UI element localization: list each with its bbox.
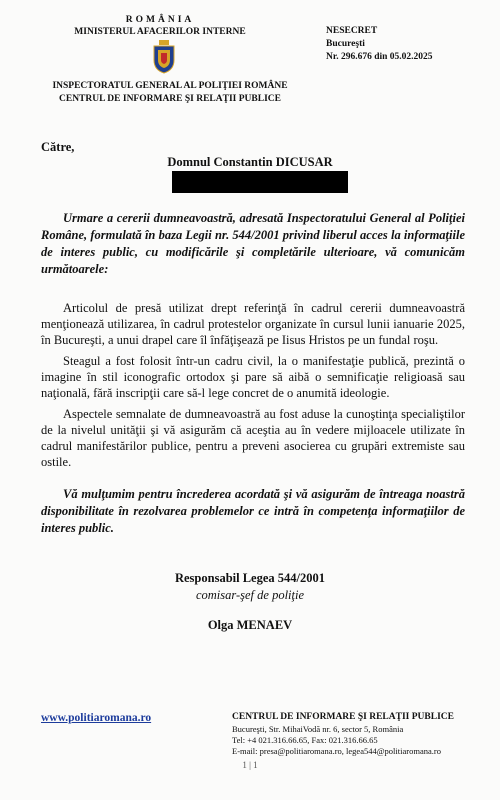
- page-number: 1 | 1: [242, 760, 258, 770]
- ministry-header: [60, 14, 260, 38]
- classification-block: [326, 25, 433, 64]
- body-paragraph: Steagul a fost folosit într-un cadru civil, la o manifestaţie publică, prezintă o imagine în stil iconografic ortodox şi pare să aibă o semnificaţie religioasă sau naţională, fără inscripţii care să-l lege concret de o anumită ideologie.: [41, 354, 465, 400]
- signatory-name: Olga MENAEV: [207, 618, 293, 632]
- website-link[interactable]: www.politiaromana.ro: [41, 712, 152, 724]
- body-paragraph: Articolul de presă utilizat drept referinţă în cadrul cererii dumneavoastră menţionează utilizarea, în cadrul protestelor organizate în cursul lunii ianuarie 2025, în Bucureşti, a unui drapel care îl înfăţişează pe Iisus Hristos pe un fundal roşu.: [41, 301, 465, 347]
- inspectorate-name: INSPECTORATUL GENERAL AL POLIŢIEI ROMÂNE: [52, 81, 288, 91]
- document-number: Nr. 296.676 din 05.02.2025: [326, 52, 433, 62]
- letter-body: [41, 300, 465, 475]
- footer-address: Bucureşti, Str. MihaiVodă nr. 6, sector 5, România: [232, 724, 404, 734]
- contact-block: [232, 712, 454, 757]
- body-paragraph: Aspectele semnalate de dumneavoastră au fost aduse la cunoştinţa specialiştilor de la nivelul unităţii şi vă asigurăm că aceştia au în vedere mijloacele utilizate în cadrul manifestărilor publice, pentru a preveni asocierea cu grupări extremiste sau ostile.: [41, 407, 465, 469]
- footer-center-name: CENTRUL DE INFORMARE ŞI RELAŢII PUBLICE: [232, 712, 454, 722]
- classification-city: Bucureşti: [326, 39, 365, 49]
- redaction-bar: [172, 171, 348, 193]
- signatory-role: Responsabil Legea 544/2001: [174, 571, 325, 585]
- closing-paragraph: Vă mulţumim pentru încrederea acordată şi vă asigurăm de întreaga noastră disponibilitate în rezolvarea problemelor ce intră în competenţa informaţiilor de interes public.: [41, 487, 465, 535]
- to-label: Către,: [41, 140, 75, 154]
- center-name: CENTRUL DE INFORMARE ŞI RELAŢII PUBLICE: [59, 94, 281, 104]
- country-name: ROMÂNIA: [125, 15, 195, 25]
- recipient-name: Domnul Constantin DICUSAR: [167, 155, 333, 169]
- intro-paragraph: Urmare a cererii dumneavoastră, adresată Inspectoratului General al Poliţiei Române, formulată în baza Legii nr. 544/2001 privind liberul acces la informaţiile de interes public, cu modificările şi completările ulterioare, vă comunicăm următoarele:: [41, 211, 465, 276]
- signatory-rank: comisar-şef de poliţie: [195, 588, 305, 602]
- signature-block: [0, 570, 500, 634]
- coat-of-arms-icon: [152, 40, 176, 74]
- footer-email[interactable]: E-mail: presa@politiaromana.ro, legea544@politiaromana.ro: [232, 746, 441, 756]
- ministry-name: MINISTERUL AFACERILOR INTERNE: [74, 27, 246, 37]
- footer-phone: Tel: +4 021.316.66.65, Fax: 021.316.66.65: [232, 735, 378, 745]
- inspectorate-header: [40, 80, 300, 106]
- classification-label: NESECRET: [326, 26, 378, 36]
